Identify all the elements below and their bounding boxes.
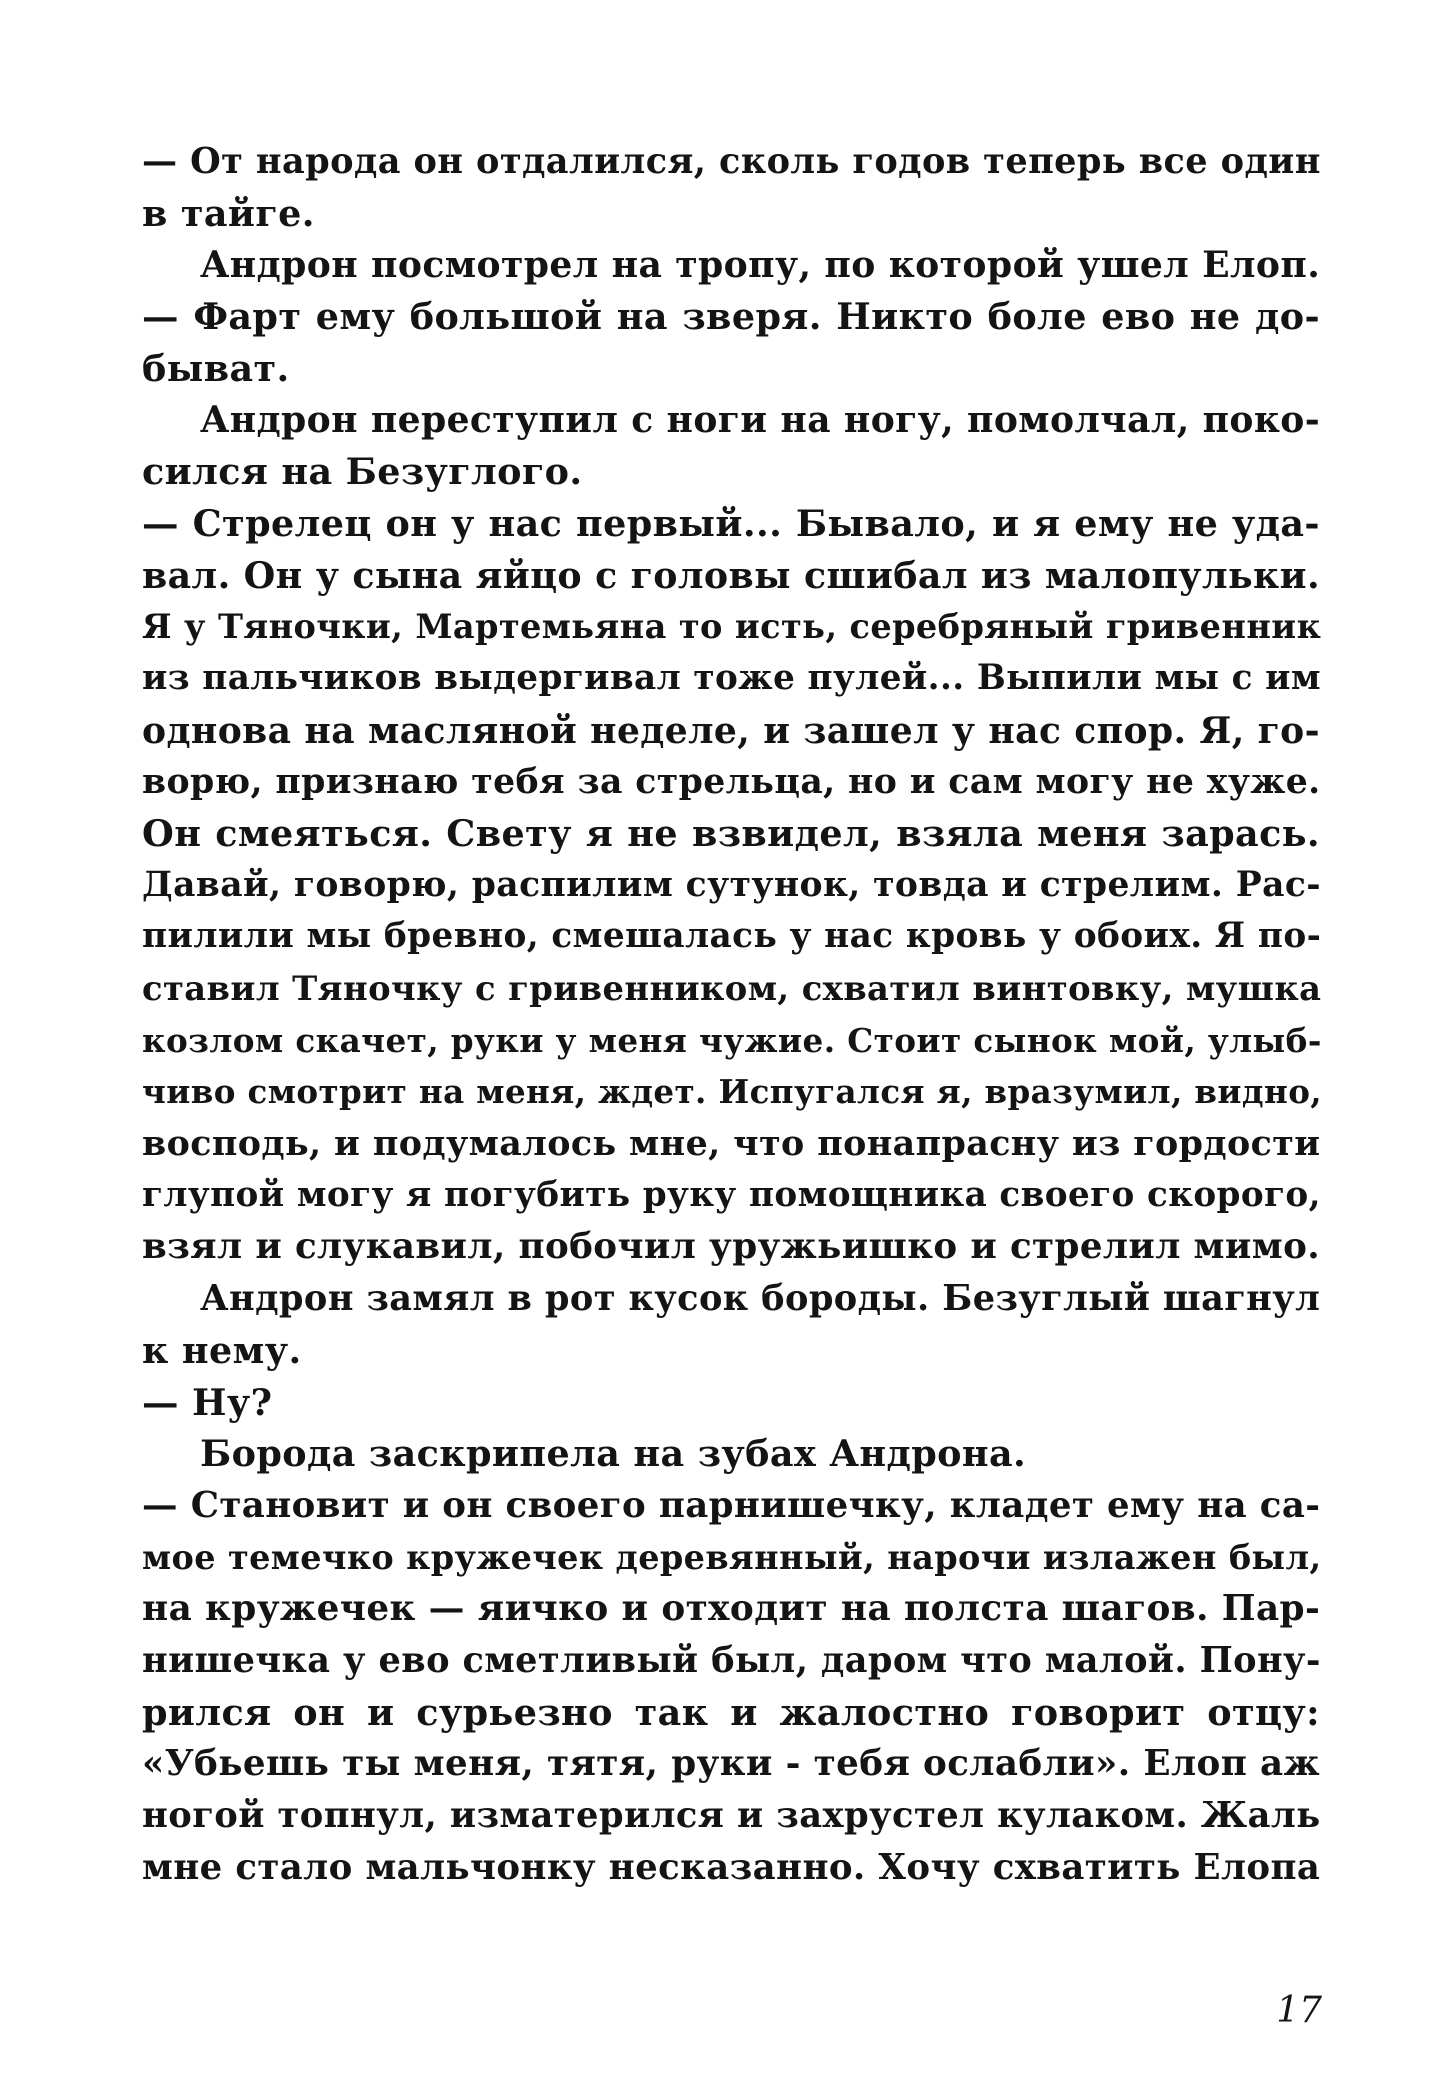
text-line: козлом скачет, руки у меня чужие. Стоит сынок мой, улыб-	[142, 1020, 1322, 1060]
text-line: — Стрелец он у нас первый... Бывало, и я ему не уда-	[142, 501, 1320, 545]
text-line: в тайге.	[142, 191, 315, 235]
text-line: пилили мы бревно, смешалась у нас кровь у обоих. Я по-	[142, 916, 1322, 957]
text-line: Я у Тяночки, Мартемьяна то исть, серебряный гривенник	[142, 606, 1322, 647]
text-line: нишечка у ево сметливый был, даром что малой. Пону-	[142, 1639, 1321, 1681]
text-line: чиво смотрит на меня, ждет. Испугался я, вразумил, видно,	[142, 1072, 1323, 1112]
text-line: мне стало мальчонку несказанно. Хочу схватить Елопа	[142, 1846, 1321, 1888]
text-line: — Становит и он своего парнишечку, кладет ему на са-	[142, 1484, 1321, 1526]
text-line: ногой топнул, изматерился и захрустел кулаком. Жаль	[142, 1795, 1321, 1836]
text-line: — От народа он отдалился, сколь годов теперь все один	[142, 141, 1321, 182]
text-line: Андрон посмотрел на тропу, по которой ушел Елоп.	[200, 243, 1321, 287]
text-line: сился на Безуглого.	[142, 450, 583, 494]
text-line: Борода заскрипела на зубах Андрона.	[200, 1432, 1027, 1476]
text-line: ставил Тяночку с гривенником, схватил винтовку, мушка	[142, 968, 1322, 1008]
text-line: быват.	[142, 346, 290, 390]
text-line: взял и слукавил, побочил уружьишко и стрелил мимо.	[142, 1226, 1321, 1268]
text-line: — Фарт ему большой на зверя. Никто боле ево не до-	[142, 295, 1320, 339]
text-line: ворю, признаю тебя за стрельца, но и сам могу не хуже.	[142, 761, 1321, 803]
text-line: «Убьешь ты меня, тятя, руки - тебя ослабли». Елоп аж	[142, 1742, 1320, 1785]
text-line: — Ну?	[142, 1380, 273, 1424]
text-line: однова на масляной неделе, и зашел у нас спор. Я, го-	[142, 708, 1320, 752]
text-line: Андрон замял в рот кусок бороды. Безуглый шагнул	[200, 1278, 1321, 1320]
text-line: рился он и сурьезно так и жалостно говорит отцу:	[142, 1690, 1320, 1734]
page-number: 17	[1276, 1990, 1322, 2031]
text-line: из пальчиков выдергивал тоже пулей... Выпили мы с им	[142, 657, 1322, 698]
text-line: глупой могу я погубить руку помощника своего скорого,	[142, 1174, 1321, 1215]
text-line: Андрон переступил с ноги на ногу, помолчал, поко-	[200, 398, 1321, 442]
text-line: мое темечко кружечек деревянный, нарочи излажен был,	[142, 1537, 1322, 1577]
body-text	[142, 136, 1323, 1893]
text-line: к нему.	[142, 1328, 302, 1372]
text-line: на кружечек — яичко и отходит на полста шагов. Пар-	[142, 1587, 1321, 1630]
text-line: восподь, и подумалось мне, что понапрасну из гордости	[142, 1123, 1321, 1165]
text-line: Он смеяться. Свету я не взвидел, взяла меня зарась.	[142, 811, 1320, 855]
text-line: Давай, говорю, распилим сутунок, товда и стрелим. Рас-	[142, 864, 1322, 905]
text-line: вал. Он у сына яйцо с головы сшибал из малопульки.	[142, 553, 1320, 597]
